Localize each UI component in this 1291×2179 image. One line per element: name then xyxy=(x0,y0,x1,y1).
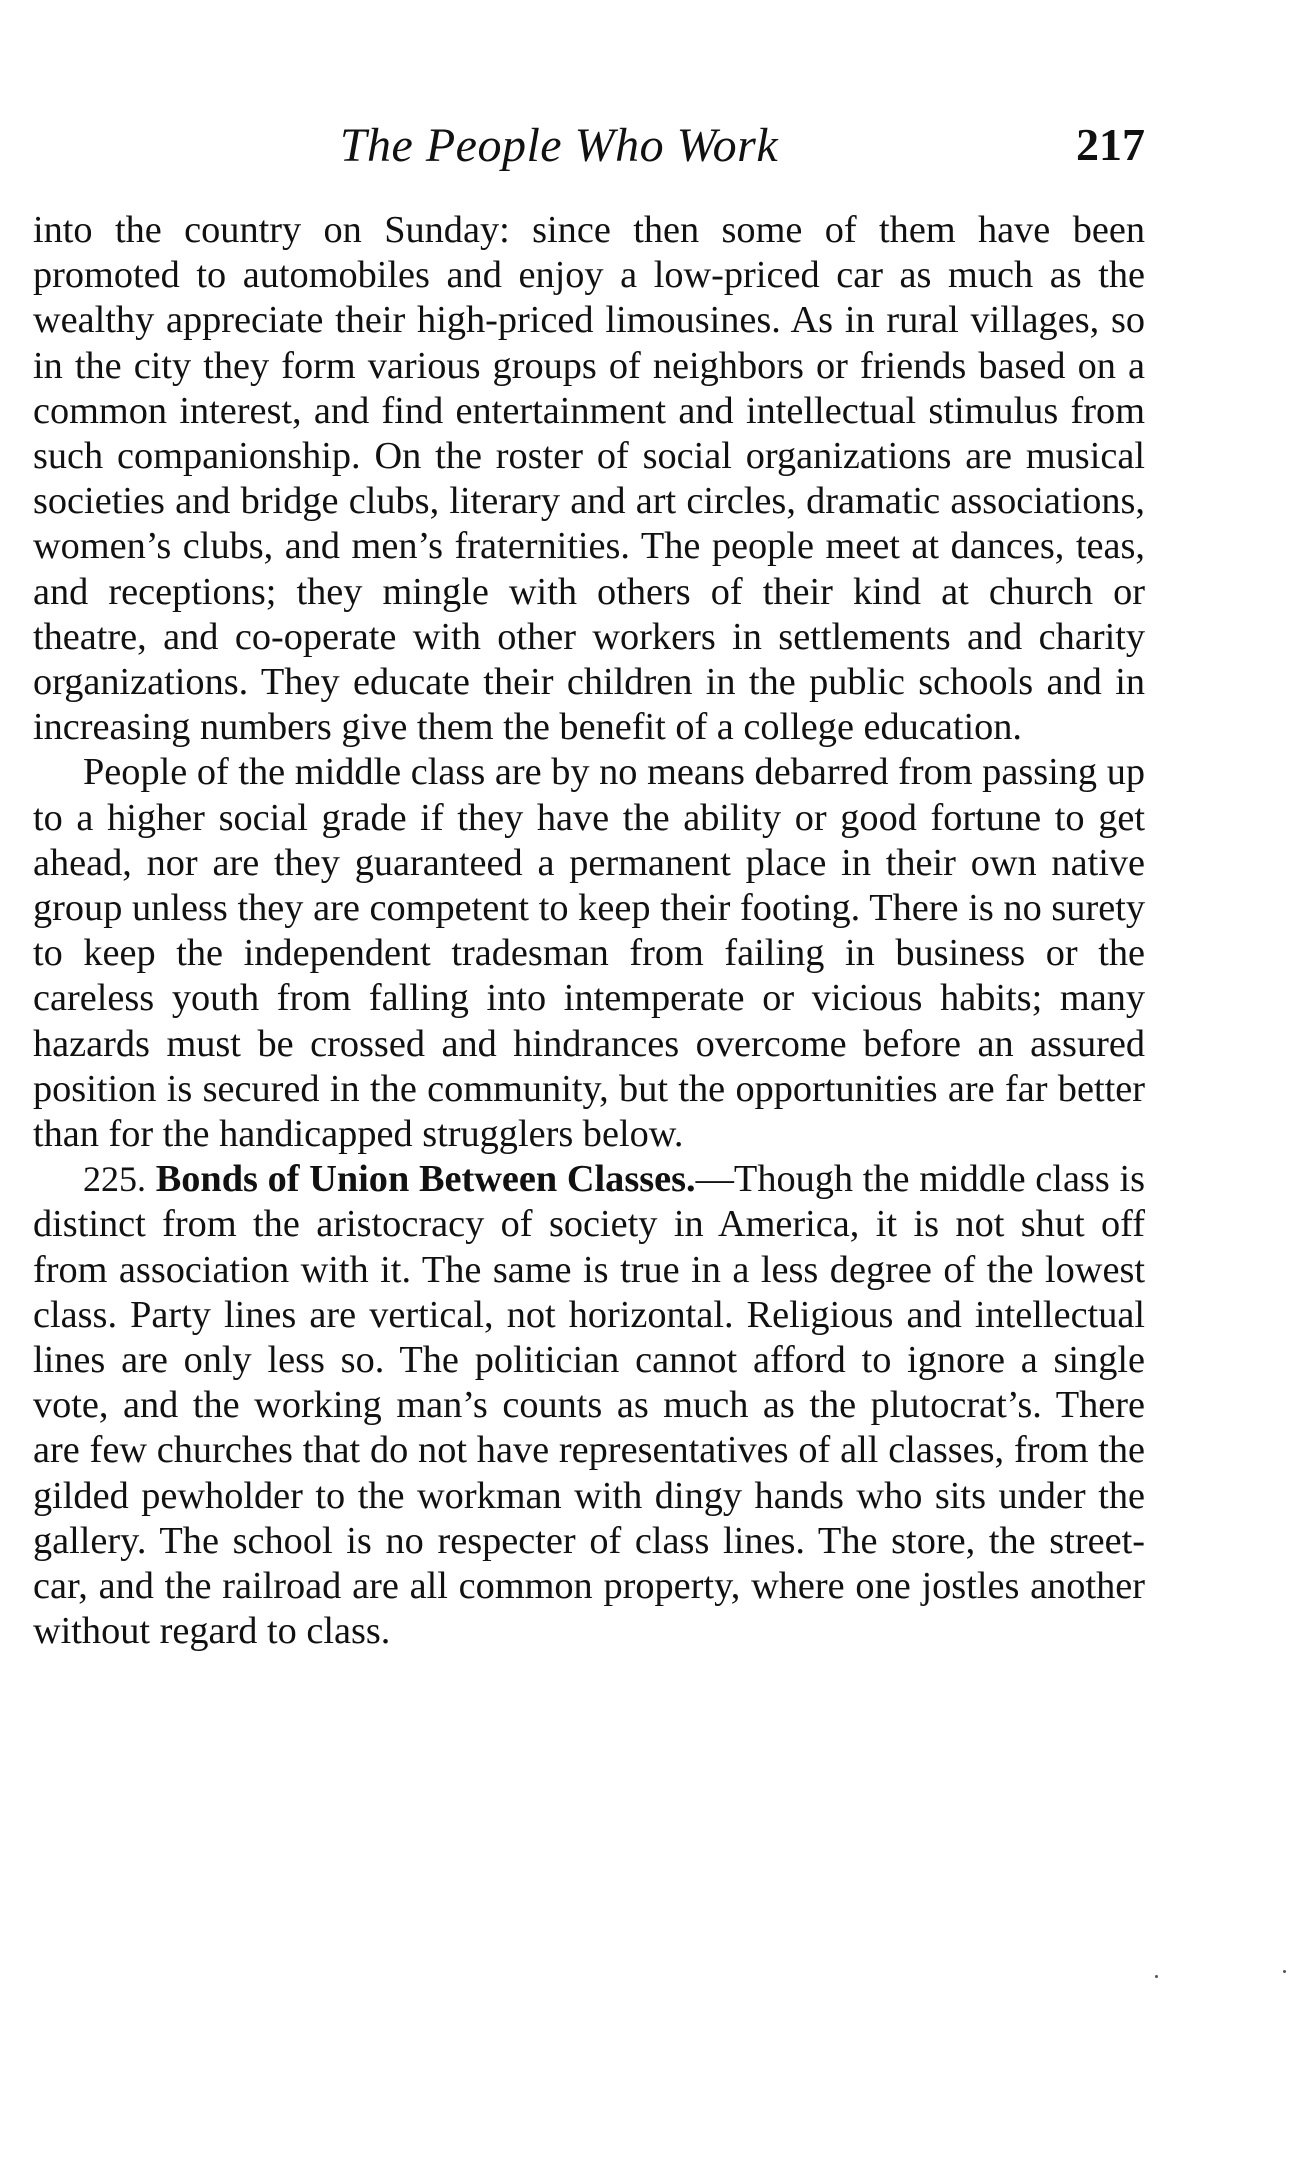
paragraph-middle-class: People of the middle class are by no means debarred from passing up to a higher social grade if they have the ability or good fortune to get ahead, nor are they guaranteed a permanent place in their own native group unless they are competent to keep their footing. There is no surety to keep the independent tradesman from failing in business or the careless youth from falling into intemperate or vicious habits; many hazards must be crossed and hindrances overcome before an assured position is secured in the community, but the opportunities are far better than for the handicapped strugglers below. xyxy=(33,751,1145,1156)
running-head xyxy=(33,110,1145,180)
body-text xyxy=(33,208,1145,1655)
running-title: The People Who Work xyxy=(339,119,779,172)
page-speck xyxy=(1283,1970,1286,1973)
section-heading: Bonds of Union Between Classes. xyxy=(155,1158,696,1201)
page-number: 217 xyxy=(1076,119,1145,170)
section-paragraph xyxy=(33,1157,1145,1654)
page-speck xyxy=(1155,1975,1158,1978)
book-page xyxy=(33,110,1145,1655)
paragraph-continuation: into the country on Sunday: since then some of them have been promoted to automobiles and enjoy a low-priced car as much as the wealthy appreciate their high-priced limousines. As in rural villages, so in the city they form various groups of neighbors or friends based on a common interest, and find entertainment and intellectual stimulus from such companionship. On the roster of social organizations are musical societies and bridge clubs, literary and art circles, dramatic associations, women’s clubs, and men’s fraternities. The people meet at dances, teas, and receptions; they mingle with others of their kind at church or theatre, and co-operate with other workers in settlements and charity organizations. They educate their children in the public schools and in increasing numbers give them the benefit of a college education. xyxy=(33,209,1145,749)
section-text: —Though the middle class is distinct from the aristocracy of society in America, it is not shut off from association with it. The same is true in a less degree of the lowest class. Party lines are vertical, not horizontal. Religious and intellectual lines are only less so. The politician cannot afford to ignore a single vote, and the working man’s counts as much as the plutocrat’s. There are few churches that do not have representatives of all classes, from the gilded pewholder to the workman with dingy hands who sits under the gallery. The school is no respecter of class lines. The store, the street-car, and the railroad are all common property, where one jostles another without regard to class. xyxy=(33,1158,1145,1653)
section-number: 225. xyxy=(83,1159,146,1200)
